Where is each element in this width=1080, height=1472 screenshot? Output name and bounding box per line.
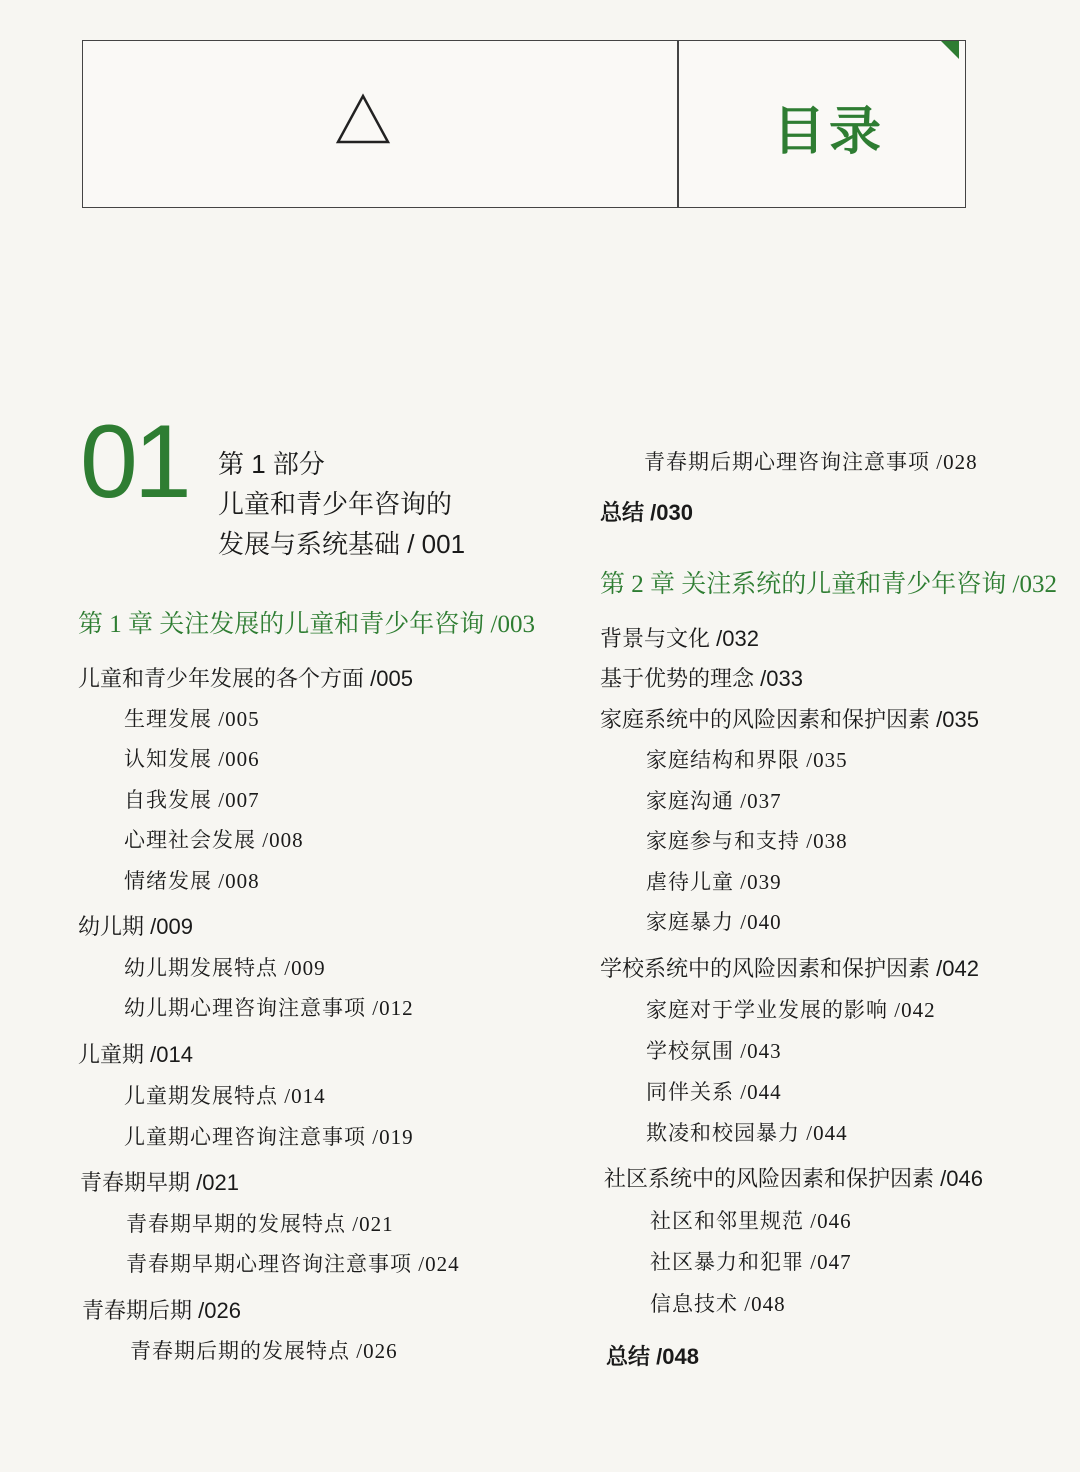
toc-subsection: 家庭暴力 /040	[646, 910, 782, 934]
toc-subsection: 自我发展 /007	[124, 788, 260, 812]
toc-subsection: 认知发展 /006	[124, 747, 260, 771]
triangle-icon	[335, 93, 391, 145]
toc-title: 目录	[773, 102, 886, 162]
toc-subsection: 社区暴力和犯罪 /047	[650, 1250, 852, 1274]
toc-subsection: 家庭参与和支持 /038	[646, 829, 848, 853]
toc-section: 学校系统中的风险因素和保护因素 /042	[600, 956, 979, 981]
toc-section: 基于优势的理念 /033	[600, 666, 803, 691]
toc-section: 幼儿期 /009	[78, 914, 193, 939]
toc-subsection: 心理社会发展 /008	[124, 828, 304, 852]
part-title-line2: 发展与系统基础 / 001	[218, 529, 466, 559]
toc-subsection: 虐待儿童 /039	[646, 870, 782, 894]
summary-2: 总结 /048	[606, 1344, 699, 1369]
header-box	[82, 40, 966, 208]
corner-mark-icon	[941, 41, 959, 59]
toc-subsection: 儿童期发展特点 /014	[124, 1084, 326, 1108]
summary-1: 总结 /030	[600, 500, 693, 525]
toc-section: 家庭系统中的风险因素和保护因素 /035	[600, 707, 979, 732]
toc-subsection: 同伴关系 /044	[646, 1080, 782, 1104]
toc-subsection: 儿童期心理咨询注意事项 /019	[124, 1125, 414, 1149]
toc-section: 儿童期 /014	[78, 1042, 193, 1067]
toc-subsection: 情绪发展 /008	[124, 869, 260, 893]
toc-section: 社区系统中的风险因素和保护因素 /046	[604, 1166, 983, 1191]
chapter-1-heading: 第 1 章 关注发展的儿童和青少年咨询 /003	[78, 611, 535, 638]
toc-section: 青春期后期 /026	[82, 1298, 241, 1323]
toc-subsection: 青春期早期的发展特点 /021	[126, 1212, 394, 1236]
part-heading	[218, 444, 465, 564]
toc-subsection: 欺凌和校园暴力 /044	[646, 1121, 848, 1145]
toc-section: 背景与文化 /032	[600, 626, 759, 651]
toc-subsection: 青春期后期的发展特点 /026	[130, 1339, 398, 1363]
toc-subsection: 生理发展 /005	[124, 707, 260, 731]
toc-subsection: 青春期后期心理咨询注意事项 /028	[644, 450, 978, 474]
toc-subsection: 社区和邻里规范 /046	[650, 1209, 852, 1233]
toc-subsection: 幼儿期心理咨询注意事项 /012	[124, 996, 414, 1020]
toc-subsection: 学校氛围 /043	[646, 1039, 782, 1063]
toc-subsection: 家庭结构和界限 /035	[646, 748, 848, 772]
chapter-2-heading: 第 2 章 关注系统的儿童和青少年咨询 /032	[600, 571, 1057, 598]
toc-section: 青春期早期 /021	[80, 1170, 239, 1195]
toc-subsection: 幼儿期发展特点 /009	[124, 956, 326, 980]
toc-subsection: 信息技术 /048	[650, 1292, 786, 1316]
part-label: 第 1 部分	[218, 449, 325, 479]
toc-subsection: 家庭对于学业发展的影响 /042	[646, 998, 936, 1022]
toc-subsection: 青春期早期心理咨询注意事项 /024	[126, 1252, 460, 1276]
toc-section: 儿童和青少年发展的各个方面 /005	[78, 666, 413, 691]
part-number: 01	[80, 404, 188, 520]
header-divider	[677, 41, 679, 207]
toc-subsection: 家庭沟通 /037	[646, 789, 782, 813]
part-title-line1: 儿童和青少年咨询的	[218, 489, 453, 519]
